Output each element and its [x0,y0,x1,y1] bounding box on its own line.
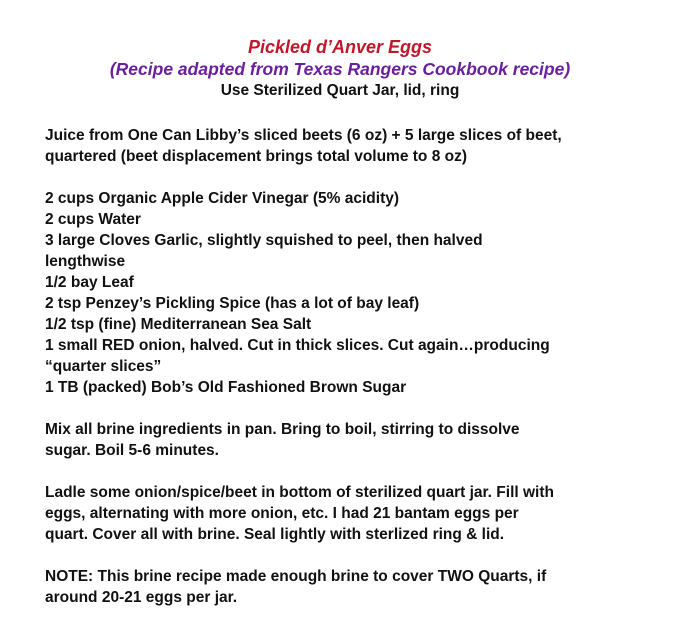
juice-line: Juice from One Can Libby’s sliced beets (6 oz) + 5 large slices of beet, [45,127,562,144]
juice-paragraph [45,125,645,167]
ingredient-item: 1 TB (packed) Bob’s Old Fashioned Brown Sugar [45,379,407,396]
ingredient-item: 2 cups Water [45,211,141,228]
ingredient-item: 1 small RED onion, halved. Cut in thick slices. Cut again…producing [45,337,550,354]
note-line: NOTE: This brine recipe made enough brine to cover TWO Quarts, if [45,568,547,585]
ingredient-item: 1/2 tsp (fine) Mediterranean Sea Salt [45,316,312,333]
mix-line: sugar. Boil 5-6 minutes. [45,442,219,459]
recipe-body [45,125,645,608]
recipe-header [0,36,680,101]
note-paragraph [45,566,645,608]
ingredients-list [45,188,645,398]
ladle-paragraph [45,482,645,545]
ladle-line: Ladle some onion/spice/beet in bottom of sterilized quart jar. Fill with [45,484,554,501]
ingredient-item: 2 tsp Penzey’s Pickling Spice (has a lot of bay leaf) [45,295,420,312]
jar-instruction: Use Sterilized Quart Jar, lid, ring [220,82,460,99]
mix-line: Mix all brine ingredients in pan. Bring to boil, stirring to dissolve [45,421,520,438]
mix-paragraph [45,419,645,461]
ingredient-item: 1/2 bay Leaf [45,274,134,291]
ingredient-item: 2 cups Organic Apple Cider Vinegar (5% acidity) [45,190,400,207]
recipe-subtitle: (Recipe adapted from Texas Rangers Cookbook recipe) [109,59,571,79]
ingredient-item: “quarter slices” [45,358,162,375]
ingredient-item: lengthwise [45,253,126,270]
ladle-line: quart. Cover all with brine. Seal lightly with sterlized ring & lid. [45,526,505,543]
juice-line: quartered (beet displacement brings total volume to 8 oz) [45,148,468,165]
ladle-line: eggs, alternating with more onion, etc. I had 21 bantam eggs per [45,505,519,522]
ingredient-item: 3 large Cloves Garlic, slightly squished to peel, then halved [45,232,483,249]
recipe-title: Pickled d’Anver Eggs [247,37,433,57]
note-line: around 20-21 eggs per jar. [45,589,238,606]
